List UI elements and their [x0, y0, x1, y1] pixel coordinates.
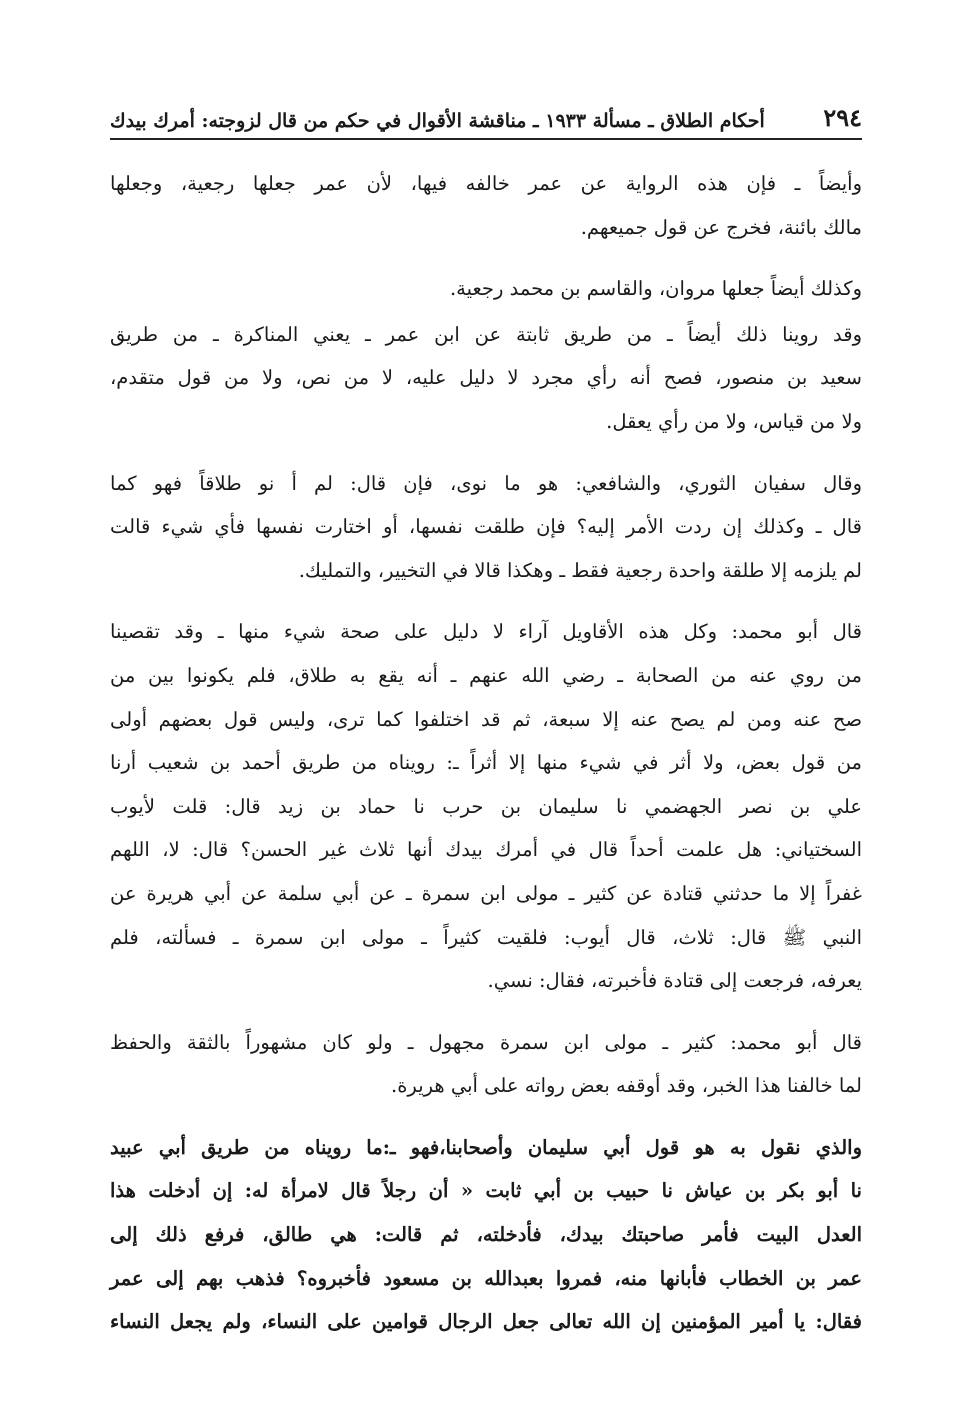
paragraph-1	[110, 162, 862, 249]
paragraph-7	[110, 1126, 862, 1344]
text-line: قال ـ وكذلك إن ردت الأمر إليه؟ فإن طلقت نفسها، أو اختارت نفسها فأي شيء قالت	[110, 515, 862, 539]
paragraph-6	[110, 1021, 862, 1108]
text-line: وكذلك أيضاً جعلها مروان، والقاسم بن محمد رجعية.	[449, 277, 862, 301]
paragraph-5	[110, 610, 862, 1002]
paragraph-3	[110, 313, 862, 444]
text-line: قال أبو محمد: وكل هذه الأقاويل آراء لا دليل على صحة شيء منها ـ وقد تقصينا	[110, 620, 862, 644]
text-line: علي بن نصر الجهضمي نا سليمان بن حرب نا حماد بن زيد قال: قلت لأيوب	[110, 794, 862, 818]
text-line: من قول بعض، ولا أثر في شيء منها إلا أثراً ـ: رويناه من طريق أحمد بن شعيب أرنا	[110, 751, 862, 775]
book-page	[110, 92, 862, 1344]
text-line: النبي ﷺ قال: ثلاث، قال أيوب: فلقيت كثيراً ـ مولى ابن سمرة ـ فسألته، فلم	[110, 925, 862, 949]
text-line: السختياني: هل علمت أحداً قال في أمرك بيدك أنها ثلاث غير الحسن؟ قال: لا، اللهم	[110, 838, 862, 862]
running-title: أحكام الطلاق ـ مسألة ١٩٣٣ ـ مناقشة الأقوال في حكم من قال لزوجته: أمرك بيدك	[110, 110, 765, 132]
text-line: ولا من قياس، ولا من رأي يعقل.	[606, 409, 862, 433]
paragraph-4	[110, 462, 862, 593]
text-line: عمر بن الخطاب فأبانها منه، فمروا بعبدالله بن مسعود فأخبروه؟ فذهب بهم إلى عمر	[110, 1266, 862, 1290]
text-line: يعرفه، فرجعت إلى قتادة فأخبرته، فقال: نسي.	[487, 969, 862, 993]
text-line: من روي عنه من الصحابة ـ رضي الله عنهم ـ أنه يقع به طلاق، فلم يكونوا بين من	[110, 663, 862, 687]
text-line: مالك بائنة، فخرج عن قول جميعهم.	[580, 215, 862, 239]
text-line: غفراً إلا ما حدثني قتادة عن كثير ـ مولى ابن سمرة ـ عن أبي سلمة عن أبي هريرة عن	[110, 881, 862, 905]
text-line: والذي نقول به هو قول أبي سليمان وأصحابنا،فهو ـ:ما رويناه من طريق أبي عبيد	[110, 1135, 862, 1159]
text-line: وقال سفيان الثوري، والشافعي: هو ما نوى، فإن قال: لم أ نو طلاقاً فهو كما	[110, 471, 862, 495]
page-number: ٢٩٤	[823, 103, 862, 132]
text-line: وأيضاً ـ فإن هذه الرواية عن عمر خالفه فيها، لأن عمر جعلها رجعية، وجعلها	[110, 172, 862, 195]
text-line: نا أبو بكر بن عياش نا حبيب بن أبي ثابت « أن رجلاً قال لامرأة له: إن أدخلت هذا	[110, 1179, 862, 1203]
text-line: وقد روينا ذلك أيضاً ـ من طريق ثابتة عن ابن عمر ـ يعني المناكرة ـ من طريق	[110, 322, 862, 346]
page-header	[110, 92, 862, 140]
text-line: صح عنه ومن لم يصح عنه إلا سبعة، ثم قد اختلفوا كما ترى، وليس قول بعضهم أولى	[110, 707, 862, 731]
body-text	[110, 162, 862, 1344]
text-line: قال أبو محمد: كثير ـ مولى ابن سمرة مجهول ـ ولو كان مشهوراً بالثقة والحفظ	[110, 1030, 862, 1054]
text-line: لم يلزمه إلا طلقة واحدة رجعية فقط ـ وهكذا قالا في التخيير، والتمليك.	[298, 558, 862, 582]
text-line: العدل البيت فأمر صاحبتك بيدك، فأدخلته، ثم قالت: هي طالق، فرفع ذلك إلى	[110, 1223, 862, 1247]
paragraph-2	[110, 267, 862, 311]
text-line: سعيد بن منصور، فصح أنه رأي مجرد لا دليل عليه، لا من نص، ولا من قول متقدم،	[110, 366, 862, 390]
text-line: فقال: يا أمير المؤمنين إن الله تعالى جعل الرجال قوامين على النساء، ولم يجعل النساء	[110, 1310, 862, 1334]
text-line: لما خالفنا هذا الخبر، وقد أوقفه بعض رواته على أبي هريرة.	[391, 1074, 862, 1098]
